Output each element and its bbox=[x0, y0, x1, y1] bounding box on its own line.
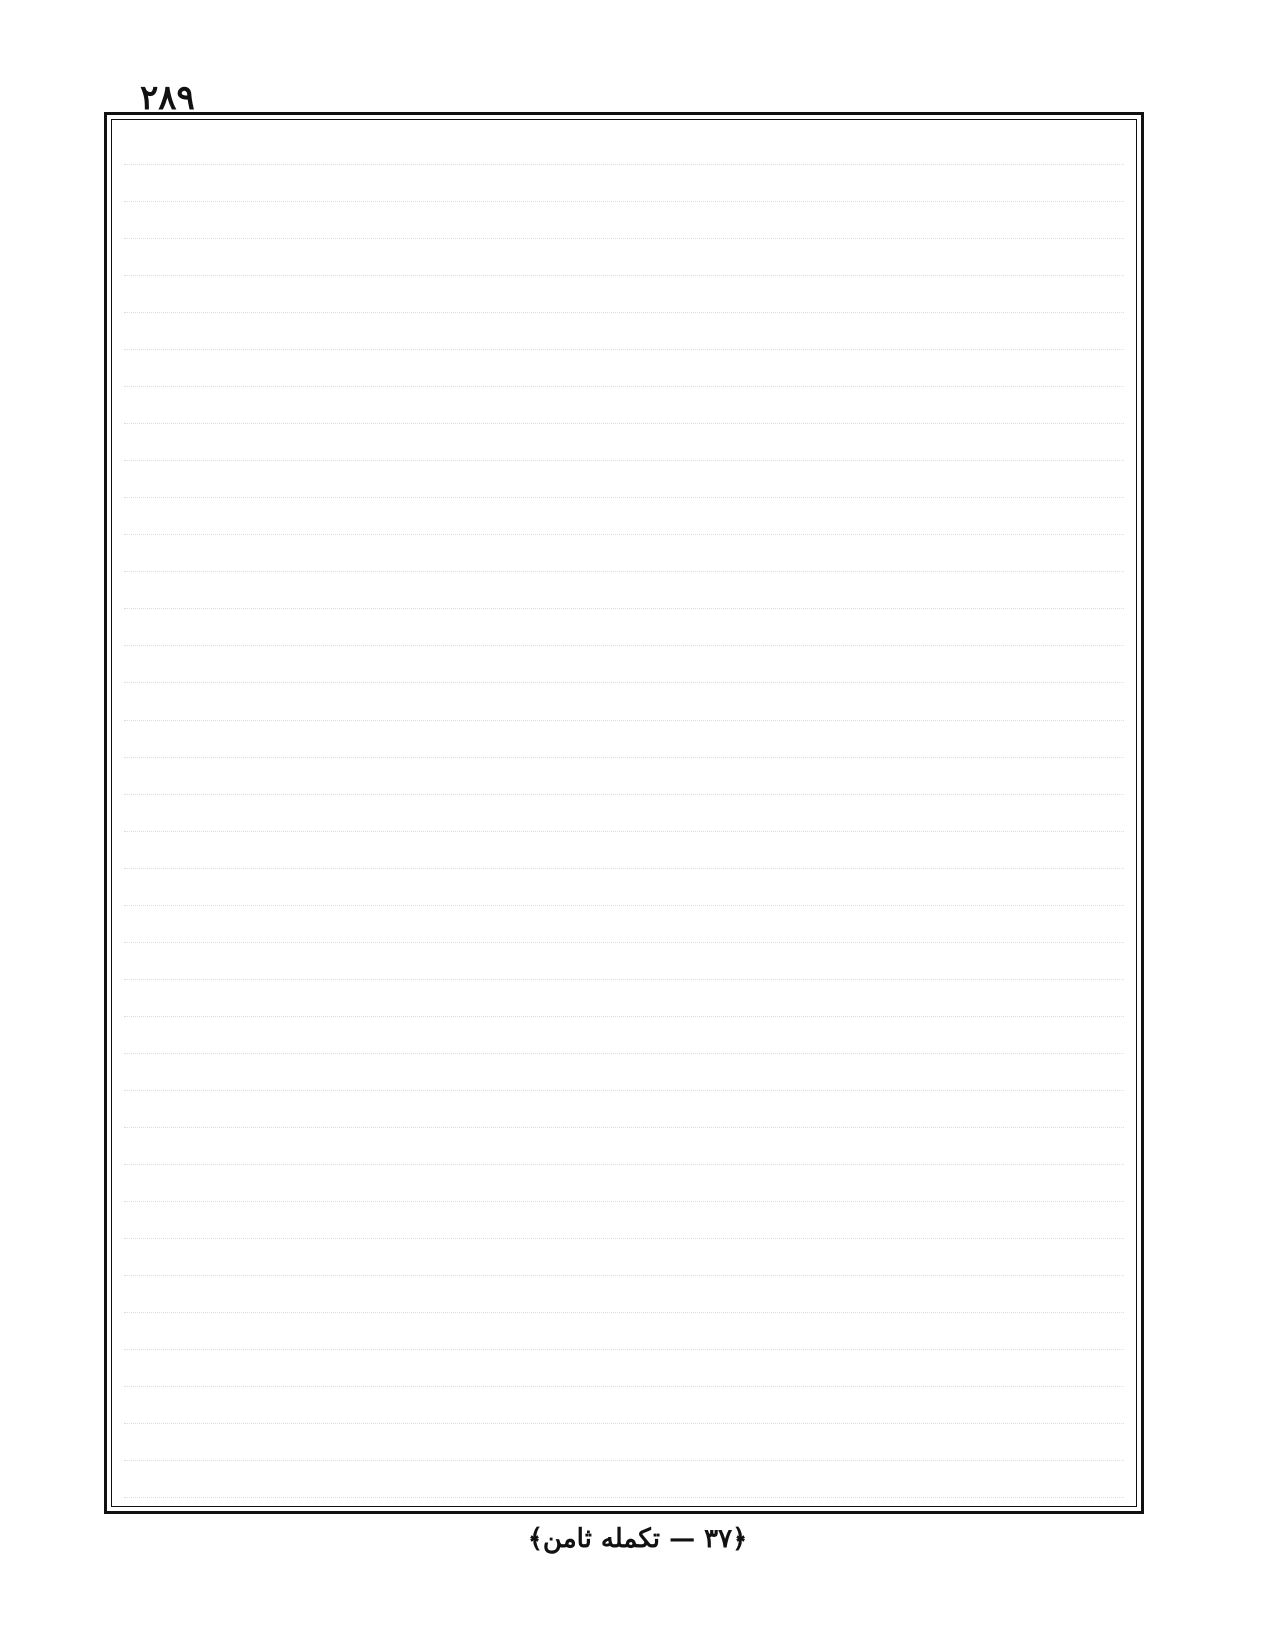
text-line bbox=[124, 1054, 1124, 1091]
text-line bbox=[124, 980, 1124, 1017]
text-line bbox=[124, 276, 1124, 313]
text-line bbox=[124, 202, 1124, 239]
text-line bbox=[124, 795, 1124, 832]
text-line bbox=[124, 239, 1124, 276]
page-frame bbox=[104, 112, 1144, 1514]
text-line bbox=[124, 1239, 1124, 1276]
text-line bbox=[124, 1424, 1124, 1461]
page-footer: ﴿٣٧ — تكمله ثامن﴾ bbox=[527, 1524, 748, 1554]
text-line bbox=[124, 1313, 1124, 1350]
text-line bbox=[124, 498, 1124, 535]
text-line bbox=[124, 1165, 1124, 1202]
text-line bbox=[124, 683, 1124, 720]
text-line bbox=[124, 1350, 1124, 1387]
text-line bbox=[124, 869, 1124, 906]
text-line bbox=[124, 906, 1124, 943]
text-line bbox=[124, 165, 1124, 202]
text-line bbox=[124, 758, 1124, 795]
text-line bbox=[124, 1128, 1124, 1165]
text-line bbox=[124, 535, 1124, 572]
text-line bbox=[124, 1387, 1124, 1424]
text-line bbox=[124, 1017, 1124, 1054]
text-line bbox=[124, 128, 1124, 165]
text-line bbox=[124, 1461, 1124, 1498]
body-text bbox=[124, 128, 1124, 1498]
page-number: ٢٨٩ bbox=[140, 78, 195, 118]
text-line bbox=[124, 832, 1124, 869]
text-line bbox=[124, 313, 1124, 350]
text-line bbox=[124, 572, 1124, 609]
page-frame-inner bbox=[111, 119, 1137, 1507]
text-line bbox=[124, 387, 1124, 424]
text-line bbox=[124, 1202, 1124, 1239]
text-line bbox=[124, 721, 1124, 758]
text-line bbox=[124, 350, 1124, 387]
text-line bbox=[124, 1091, 1124, 1128]
text-line bbox=[124, 943, 1124, 980]
text-line bbox=[124, 609, 1124, 646]
text-line bbox=[124, 1276, 1124, 1313]
text-line bbox=[124, 461, 1124, 498]
text-line bbox=[124, 424, 1124, 461]
text-line bbox=[124, 646, 1124, 683]
